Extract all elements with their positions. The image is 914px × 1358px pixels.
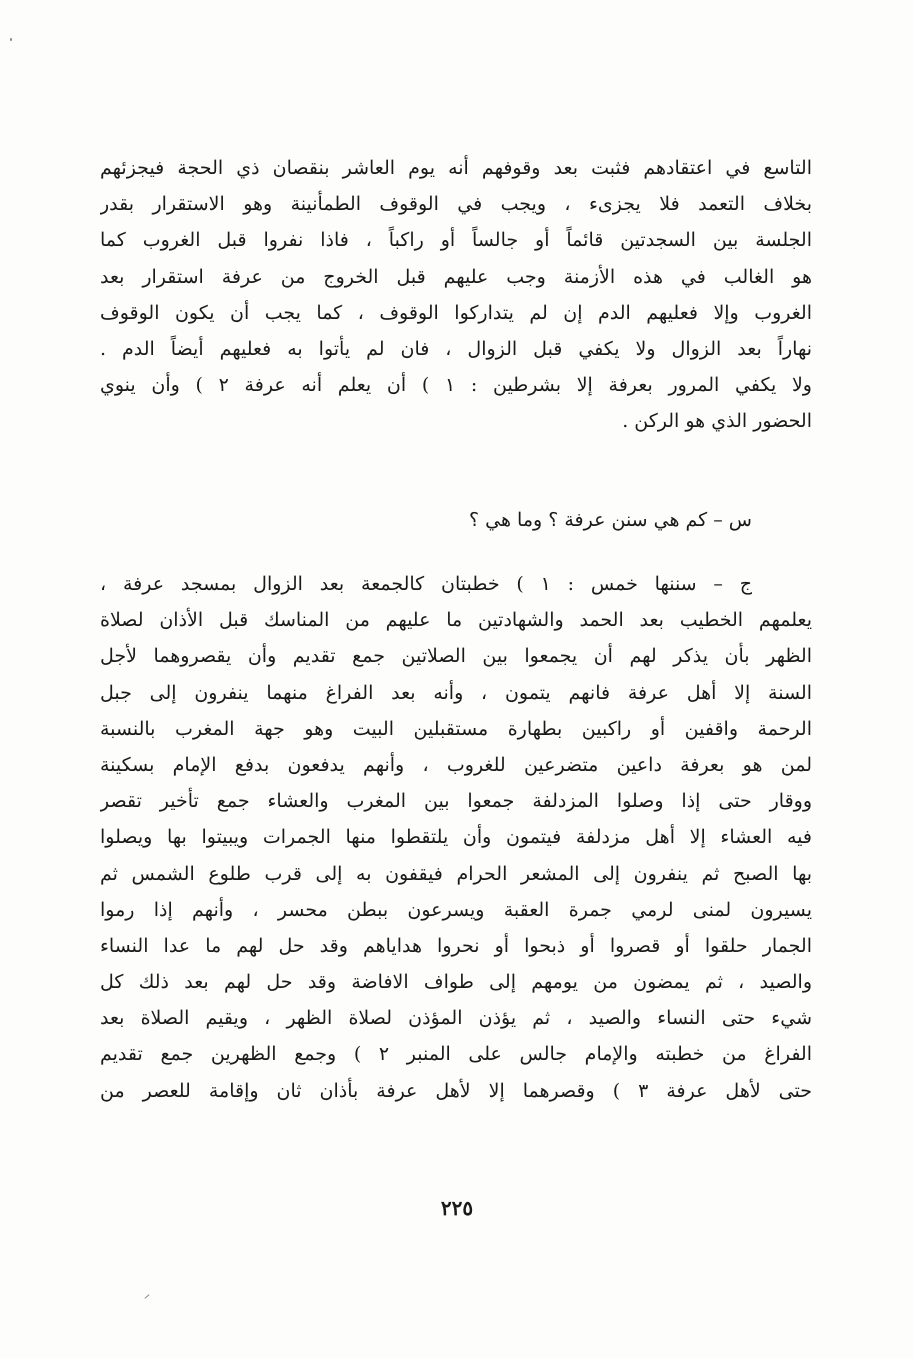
- paragraph-2: [100, 566, 812, 1109]
- text-line: والصيد ، ثم يمضون من يومهم إلى طواف الافاضة وقد حل لهم بعد ذلك كل: [100, 971, 812, 994]
- text-line: بخلاف التعمد فلا يجزىء ، ويجب في الوقوف الطمأنينة وهو الاستقرار بقدر: [100, 193, 812, 216]
- text-line: حتى لأهل عرفة ٣ ) وقصرهما إلا لأهل عرفة بأذان ثان وإقامة للعصر من: [100, 1079, 812, 1102]
- text-line: هو الغالب في هذه الأزمنة وجب عليهم قبل الخروج من عرفة استقرار بعد: [100, 265, 812, 288]
- question-heading: [100, 502, 812, 538]
- text-line: يعلمهم الخطيب بعد الحمد والشهادتين ما عليهم من المناسك قبل الأذان لصلاة: [100, 609, 812, 632]
- text-line: يسيرون لمنى لرمي جمرة العقبة ويسرعون ببطن محسر ، وأنهم إذا رموا: [100, 898, 812, 921]
- text-line: الغروب وإلا فعليهم الدم إن لم يتداركوا الوقوف ، كما يجب أن يكون الوقوف: [100, 301, 812, 324]
- text-line: الفراغ من خطبته والإمام جالس على المنبر ٢ ) وجمع الظهرين جمع تقديم: [100, 1043, 812, 1066]
- question-text: س – كم هي سنن عرفة ؟ وما هي ؟: [469, 509, 752, 531]
- text-line: الظهر بأن يذكر لهم أن يجمعوا بين الصلاتين جمع تقديم وأن يقصروهما لأجل: [100, 645, 812, 668]
- text-line: الرحمة واقفين أو راكبين بطهارة مستقبلين البيت وهو جهة المغرب بالنسبة: [100, 717, 812, 740]
- text-line: الجمار حلقوا أو قصروا أو ذبحوا أو نحروا هداياهم وقد حل لهم ما عدا النساء: [100, 934, 812, 957]
- text-line: السنة إلا أهل عرفة فانهم يتمون ، وأنه بعد الفراغ منهما ينفرون إلى جبل: [100, 681, 812, 704]
- text-line: لمن هو بعرفة داعين متضرعين للغروب ، وأنهم يدفعون بدفع الإمام بسكينة: [100, 753, 812, 776]
- text-line: التاسع في اعتقادهم فثبت بعد وقوفهم أنه يوم العاشر بنقصان ذي الحجة فيجزئهم: [100, 157, 812, 179]
- scan-speck: [144, 1294, 149, 1299]
- text-line: ووقار حتى إذا وصلوا المزدلفة جمعوا بين المغرب والعشاء جمع تأخير تقصر: [100, 790, 812, 813]
- text-line: بها الصبح ثم ينفرون إلى المشعر الحرام فيقفون به إلى قرب طلوع الشمس ثم: [100, 862, 812, 885]
- page-number: ٢٢٥: [440, 1196, 474, 1220]
- text-line: الجلسة بين السجدتين قائماً أو جالساً أو راكباً ، فاذا نفروا قبل الغروب كما: [100, 229, 812, 252]
- paragraph-1: [100, 150, 812, 440]
- text-line: فيه العشاء إلا أهل مزدلفة فيتمون وأن يلتقطوا منها الجمرات ويبيتوا بها ويصلوا: [100, 826, 812, 849]
- text-line: ولا يكفي المرور بعرفة إلا بشرطين : ١ ) أن يعلم أنه عرفة ٢ ) وأن ينوي: [100, 374, 812, 397]
- text-line: نهاراً بعد الزوال ولا يكفي قبل الزوال ، فان لم يأتوا به فعليهم أيضاً الدم .: [100, 337, 812, 360]
- text-line: الحضور الذي هو الركن .: [622, 410, 812, 433]
- text-line: شيء حتى النساء والصيد ، ثم يؤذن المؤذن لصلاة الظهر ، ويقيم الصلاة بعد: [100, 1007, 812, 1030]
- scan-speck: [10, 38, 12, 41]
- text-line: ج – سننها خمس : ١ ) خطبتان كالجمعة بعد الزوال بمسجد عرفة ،: [100, 573, 752, 595]
